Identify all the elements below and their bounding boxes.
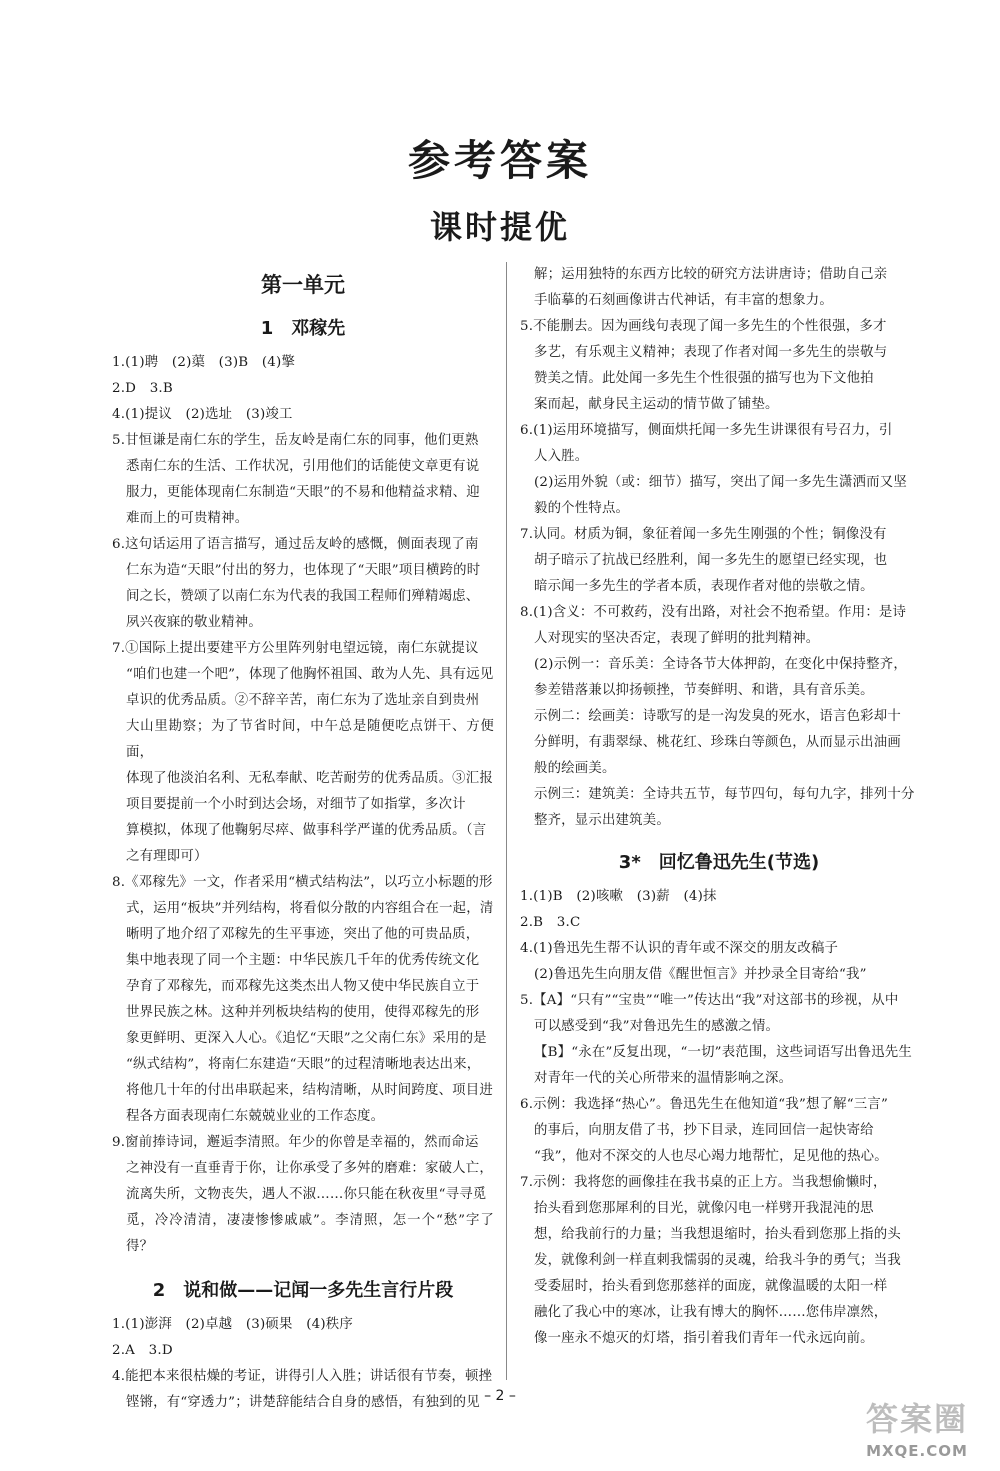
answer-line: 6.(1)运用环境描写，侧面烘托闻一多先生讲课很有号召力，引: [520, 423, 893, 438]
answer-line: 参差错落兼以抑扬顿挫，节奏鲜明、和谐，具有音乐美。: [534, 683, 874, 698]
unit-heading: 第一单元: [261, 273, 345, 297]
answer-line: 胡子暗示了抗战已经胜利，闻一多先生的愿望已经实现，也: [534, 553, 888, 568]
answer-line: 间之长，赞颂了以南仁东为代表的我国工程师们殚精竭虑、: [126, 589, 480, 604]
answer-line: 5.不能删去。因为画线句表现了闻一多先生的个性很强，多才: [520, 319, 887, 334]
answer-line: 人对现实的坚决否定，表现了鲜明的批判精神。: [534, 631, 820, 646]
answer-line: 示例二：绘画美：诗歌写的是一沟发臭的死水，语言色彩却十: [534, 709, 901, 724]
page-title: 参考答案: [407, 136, 592, 185]
answer-line: 整齐，显示出建筑美。: [534, 813, 670, 828]
answer-line: 般的绘画美。: [534, 761, 616, 776]
answer-line: “纵式结构”，将南仁东建造“天眼”的过程清晰地表达出来，: [126, 1057, 481, 1072]
answer-line: 赞美之情。此处闻一多先生个性很强的描写也为下文他拍: [534, 371, 874, 386]
answer-line: 毅的个性特点。: [534, 501, 630, 516]
right-column: [520, 262, 918, 1352]
answer-line: 像一座永不熄灭的灯塔，指引着我们青年一代永远向前。: [534, 1331, 874, 1346]
answer-line: 难而上的可贵精神。: [126, 511, 249, 526]
answer-line: 4.能把本来很枯燥的考证，讲得引人入胜；讲话很有节奏，顿挫: [112, 1369, 493, 1384]
answer-line: 发，就像利剑一样直刺我懦弱的灵魂，给我斗争的勇气；当我: [534, 1253, 901, 1268]
answer-line: 仁东为造“天眼”付出的努力，也体现了“天眼”项目横跨的时: [126, 563, 481, 578]
answer-line: 9.窗前捧诗词，邂逅李清照。年少的你曾是幸福的，然而命运: [112, 1135, 479, 1150]
answer-line: 将他几十年的付出串联起来，结构清晰，从时间跨度、项目进: [126, 1083, 493, 1098]
lesson-2-answers-continued: [520, 262, 918, 834]
answer-line: 7.①国际上提出要建平方公里阵列射电望远镜，南仁东就提议: [112, 641, 479, 656]
answer-line: 之有理即可）: [126, 849, 208, 864]
answer-line: 夙兴夜寐的敬业精神。: [126, 615, 262, 630]
lesson-1-answers: [112, 350, 494, 1260]
lesson-2-heading: 2 说和做——记闻一多先生言行片段: [152, 1280, 454, 1301]
page-number: – 2 –: [484, 1388, 516, 1404]
answer-line: 案而起，献身民主运动的情节做了铺垫。: [534, 397, 779, 412]
answer-line: 暗示闻一多先生的学者本质，表现作者对他的崇敬之情。: [534, 579, 874, 594]
watermark-logo-text: 答案圈: [865, 1400, 968, 1438]
answer-line: 卓识的优秀品质。②不辞辛苦，南仁东为了选址亲自到贵州: [126, 693, 480, 708]
answer-line: 对青年一代的关心所带来的温情影响之深。: [534, 1071, 793, 1086]
lesson-3-heading: 3* 回忆鲁迅先生(节选): [618, 852, 820, 873]
answer-line: 人入胜。: [534, 449, 589, 464]
answer-line: 铿锵，有“穿透力”；讲楚辞能结合自身的感悟，有独到的见: [126, 1395, 480, 1410]
left-column: [112, 262, 494, 1416]
answer-line: 解；运用独特的东西方比较的研究方法讲唐诗；借助自己亲: [534, 267, 888, 282]
answer-line: 2.D 3.B: [112, 381, 173, 396]
answer-line: 7.认同。材质为铜，象征着闻一多先生刚强的个性；铜像没有: [520, 527, 887, 542]
answer-line: 项目要提前一个小时到达会场，对细节了如指掌，多次计: [126, 797, 466, 812]
lesson-1-heading: 1 邓稼先: [260, 318, 346, 339]
answer-line: 7.示例：我将您的画像挂在我书桌的正上方。当我想偷懒时，: [520, 1175, 887, 1190]
answer-line: 多艺，有乐观主义精神；表现了作者对闻一多先生的崇敬与: [534, 345, 888, 360]
answer-line: 孕育了邓稼先，而邓稼先这类杰出人物又使中华民族自立于: [126, 979, 480, 994]
answer-line: 集中地表现了同一个主题：中华民族几千年的优秀传统文化: [126, 953, 480, 968]
answer-line: 大山里勘察；为了节省时间，中午总是随便吃点饼干、方便面，: [126, 719, 494, 760]
answer-line: 1.(1)聘 (2)蕖 (3)B (4)擎: [112, 355, 296, 370]
answer-line: 抬头看到您那犀利的目光，就像闪电一样劈开我混沌的思: [534, 1201, 874, 1216]
column-divider: [506, 262, 507, 1380]
answer-line: 2.B 3.C: [520, 915, 581, 930]
answer-line: (2)运用外貌（或：细节）描写，突出了闻一多先生潇洒而又坚: [534, 475, 907, 490]
answer-line: 1.(1)澎湃 (2)卓越 (3)硕果 (4)秩序: [112, 1317, 353, 1332]
answer-line: 5.甘恒谦是南仁东的学生，岳友岭是南仁东的同事，他们更熟: [112, 433, 479, 448]
watermark-site-text: MXQE.COM: [866, 1442, 968, 1460]
answer-line: 6.示例：我选择“热心”。鲁迅先生在他知道“我”想了解“三言”: [520, 1097, 889, 1112]
answer-line: 服力，更能体现南仁东制造“天眼”的不易和他精益求精、迎: [126, 485, 480, 500]
answer-line: 手临摹的石刻画像讲古代神话，有丰富的想象力。: [534, 293, 833, 308]
answer-line: 6.这句话运用了语言描写，通过岳友岭的感慨，侧面表现了南: [112, 537, 479, 552]
answer-line: 可以感受到“我”对鲁迅先生的感激之情。: [534, 1019, 780, 1034]
answer-line: 程各方面表现南仁东兢兢业业的工作态度。: [126, 1109, 385, 1124]
answer-line: 融化了我心中的寒冰，让我有博大的胸怀……您伟岸凛然，: [534, 1305, 888, 1320]
answer-line: 示例三：建筑美：全诗共五节，每节四句，每句九字，排列十分: [534, 787, 915, 802]
watermark-logo: [842, 1398, 992, 1468]
answer-line: “我”，他对不深交的人也尽心竭力地帮忙，足见他的热心。: [534, 1149, 888, 1164]
answer-line: 4.(1)提议 (2)选址 (3)竣工: [112, 407, 293, 422]
answer-line: 2.A 3.D: [112, 1343, 173, 1358]
answer-line: 1.(1)B (2)咳嗽 (3)薪 (4)抹: [520, 889, 717, 904]
answer-line: 5.【A】“只有”“宝贵”“唯一”传达出“我”对这部书的珍视，从中: [520, 993, 899, 1008]
answer-line: 象更鲜明、更深入人心。《追忆“天眼”之父南仁东》采用的是: [126, 1031, 487, 1046]
answer-line: 觅，冷冷清清，凄凄惨惨戚戚”。李清照，怎一个“愁”字了得？: [126, 1213, 494, 1254]
answer-line: 8.《邓稼先》一文，作者采用“横式结构法”，以巧立小标题的形: [112, 875, 493, 890]
answer-line: 算模拟，体现了他鞠躬尽瘁、做事科学严谨的优秀品质。（言: [126, 823, 487, 838]
answer-line: 之神没有一直垂青于你，让你承受了多舛的磨难：家破人亡，: [126, 1161, 493, 1176]
answer-line: (2)示例一：音乐美：全诗各节大体押韵，在变化中保持整齐，: [534, 657, 907, 672]
answer-line: (2)鲁迅先生向朋友借《醒世恒言》并抄录全目寄给“我”: [534, 967, 867, 982]
lesson-3-answers: [520, 884, 918, 1352]
answer-line: 想，给我前行的力量；当我想退缩时，抬头看到您那上指的头: [534, 1227, 901, 1242]
answer-line: 分鲜明，有翡翠绿、桃花红、珍珠白等颜色，从而显示出油画: [534, 735, 901, 750]
answer-line: 悉南仁东的生活、工作状况，引用他们的话能使文章更有说: [126, 459, 480, 474]
answer-line: 4.(1)鲁迅先生帮不认识的青年或不深交的朋友改稿子: [520, 941, 839, 956]
answer-line: 晰明了地介绍了邓稼先的生平事迹，突出了他的可贵品质，: [126, 927, 480, 942]
answer-line: 受委屈时，抬头看到您那慈祥的面庞，就像温暖的太阳一样: [534, 1279, 888, 1294]
answer-line: “咱们也建一个吧”，体现了他胸怀祖国、敢为人先、具有远见: [126, 667, 494, 682]
answer-line: 世界民族之林。这种并列板块结构的使用，使得邓稼先的形: [126, 1005, 480, 1020]
answer-line: 流离失所，文物丧失，遇人不淑……你只能在秋夜里“寻寻觅: [126, 1187, 487, 1202]
answer-line: 式，运用“板块”并列结构，将看似分散的内容组合在一起，清: [126, 901, 494, 916]
answer-line: 体现了他淡泊名利、无私奉献、吃苦耐劳的优秀品质。③汇报: [126, 771, 493, 786]
answer-line: 8.(1)含义：不可救药，没有出路，对社会不抱希望。作用：是诗: [520, 605, 907, 620]
answer-line: 【B】“永在”反复出现，“一切”表范围，这些词语写出鲁迅先生: [534, 1045, 912, 1060]
answer-line: 的事后，向朋友借了书，抄下目录，连同回信一起快寄给: [534, 1123, 874, 1138]
page-subtitle: 课时提优: [429, 208, 570, 246]
